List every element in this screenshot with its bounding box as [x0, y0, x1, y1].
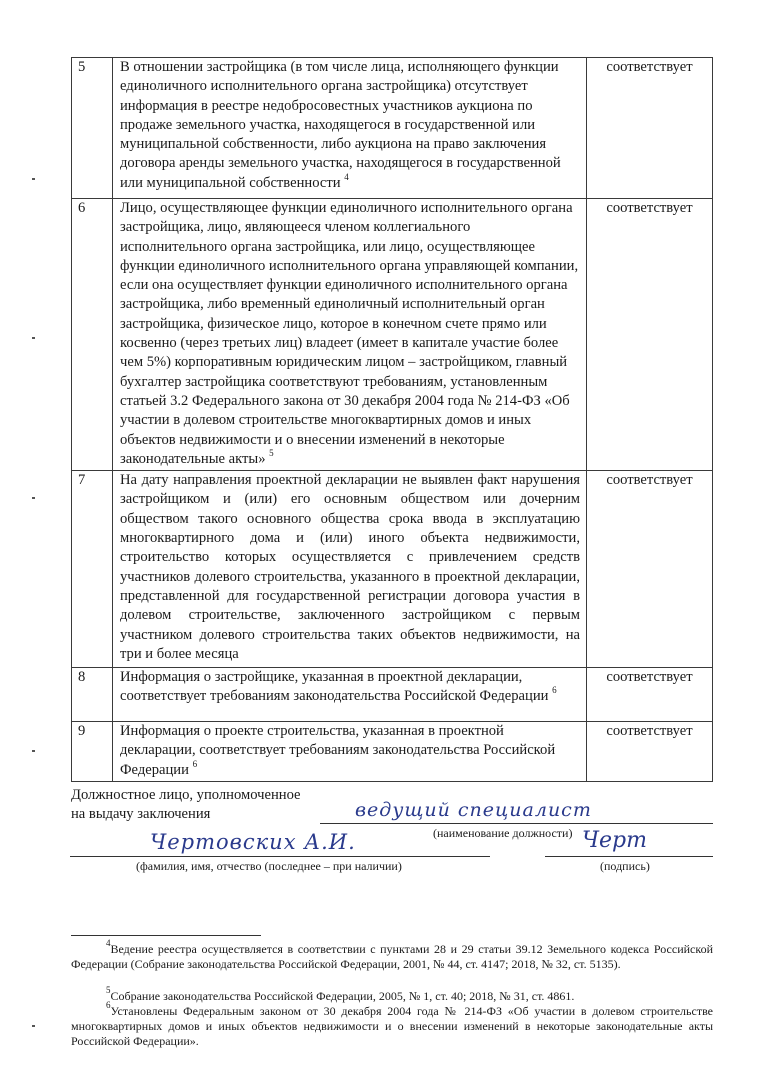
footnote-4: $^4$Ведение реестра осуществляется в соответствии с пунктами 28 и 29 статьи 39.12 Земельного кодекса Российской Федерации (Собрание законодательства Российской Федерации, 2001, № 44, ст. 4147; 2018, № 32, ст. 5135). [71, 938, 713, 972]
scan-artifact [32, 1025, 35, 1027]
row-status: соответствует [587, 199, 713, 471]
row-status: соответствует [587, 668, 713, 722]
position-handwritten: ведущий специалист [355, 799, 592, 821]
compliance-table [71, 57, 713, 782]
official-label: Должностное лицо, уполномоченное на выдачу заключения [71, 787, 301, 822]
row-status: соответствует [587, 722, 713, 782]
position-line [320, 823, 713, 824]
signature-line [545, 856, 713, 857]
row-criterion: На дату направления проектной декларации не выявлен факт нарушения застройщиком и (или) его основным обществом или дочерним обществом такого основного общества срока ввода в эксплуатацию многоквартирного дома и (или) иного объекта недвижимости, строительство которых осуществляется с привлечением средств участников долевого строительства, указанного в проектной декларации, представленной для государственной регистрации договора участия в долевом строительстве, заключенного застройщиком с первым участником долевого строительства таких объектов недвижимости, на три и более месяца [113, 471, 587, 668]
name-caption: (фамилия, имя, отчество (последнее – при наличии) [136, 859, 402, 873]
scan-artifact [32, 750, 35, 752]
scan-artifact [32, 497, 35, 499]
scan-artifact [32, 337, 35, 339]
footnote-6: $^6$Установлены Федеральным законом от 30 декабря 2004 года № 214-ФЗ «Об участии в долевом строительстве многоквартирных домов и иных объектов недвижимости и о внесении изменений в некоторые законодательные акты Российской Федерации». [71, 1000, 713, 1049]
row-criterion: В отношении застройщика (в том числе лица, исполняющего функции единоличного исполнительного органа застройщика) отсутствует информация в реестре недобросовестных участников аукциона по продаже земельного участка, находящегося в государственной или муниципальной собственности, либо аукциона на право заключения договора аренды земельного участка, находящегося в государственной или муниципальной собственности $^4$ [113, 58, 587, 199]
row-number: 9 [72, 722, 113, 782]
row-number: 8 [72, 668, 113, 722]
row-criterion: Информация о застройщике, указанная в проектной декларации, соответствует требованиям законодательства Российской Федерации $^6$ [113, 668, 587, 722]
footnote-5: $^5$Собрание законодательства Российской Федерации, 2005, № 1, ст. 40; 2018, № 31, ст. 4861. [106, 985, 575, 1003]
footnote-ref: 6 [192, 758, 198, 769]
row-status: соответствует [587, 471, 713, 668]
row-number: 5 [72, 58, 113, 199]
table-row [72, 722, 713, 782]
scan-artifact [32, 178, 35, 180]
row-number: 7 [72, 471, 113, 668]
row-status: соответствует [587, 58, 713, 199]
table-row [72, 199, 713, 471]
table-row [72, 668, 713, 722]
signature-caption: (подпись) [600, 859, 650, 873]
row-criterion: Лицо, осуществляющее функции единоличного исполнительного органа застройщика, лицо, являющееся членом коллегиального исполнительного органа застройщика, или лицо, осуществляющее функции единоличного исполнительного органа управляющей компании, если она осуществляет функции единоличного исполнительного органа застройщика, либо временный единоличный исполнительный орган застройщика, физическое лицо, которое в конечном счете прямо или косвенно (через третьих лиц) владеет (имеет в капитале участие более чем 5%) корпоративным юридическим лицом – застройщиком, главный бухгалтер застройщика соответствуют требованиям, установленным статьей 3.2 Федерального закона от 30 декабря 2004 года № 214-ФЗ «Об участии в долевом строительстве многоквартирных домов и иных объектов недвижимости и о внесении изменений в некоторые законодательные акты» $^5$ [113, 199, 587, 471]
name-handwritten: Чертовских А.И. [150, 830, 356, 854]
name-line [70, 856, 490, 857]
position-caption: (наименование должности) [433, 826, 573, 840]
signature-handwritten: Черт [582, 828, 647, 853]
row-number: 6 [72, 199, 113, 471]
footnote-ref: 6 [552, 685, 557, 696]
footnote-separator [71, 935, 261, 936]
table-row [72, 58, 713, 199]
footnote-ref: 5 [269, 447, 274, 458]
row-criterion: Информация о проекте строительства, указанная в проектной декларации, соответствует требованиям законодательства Российской Федерации $^6$ [113, 722, 587, 782]
table-row [72, 471, 713, 668]
footnote-ref: 4 [344, 171, 349, 182]
